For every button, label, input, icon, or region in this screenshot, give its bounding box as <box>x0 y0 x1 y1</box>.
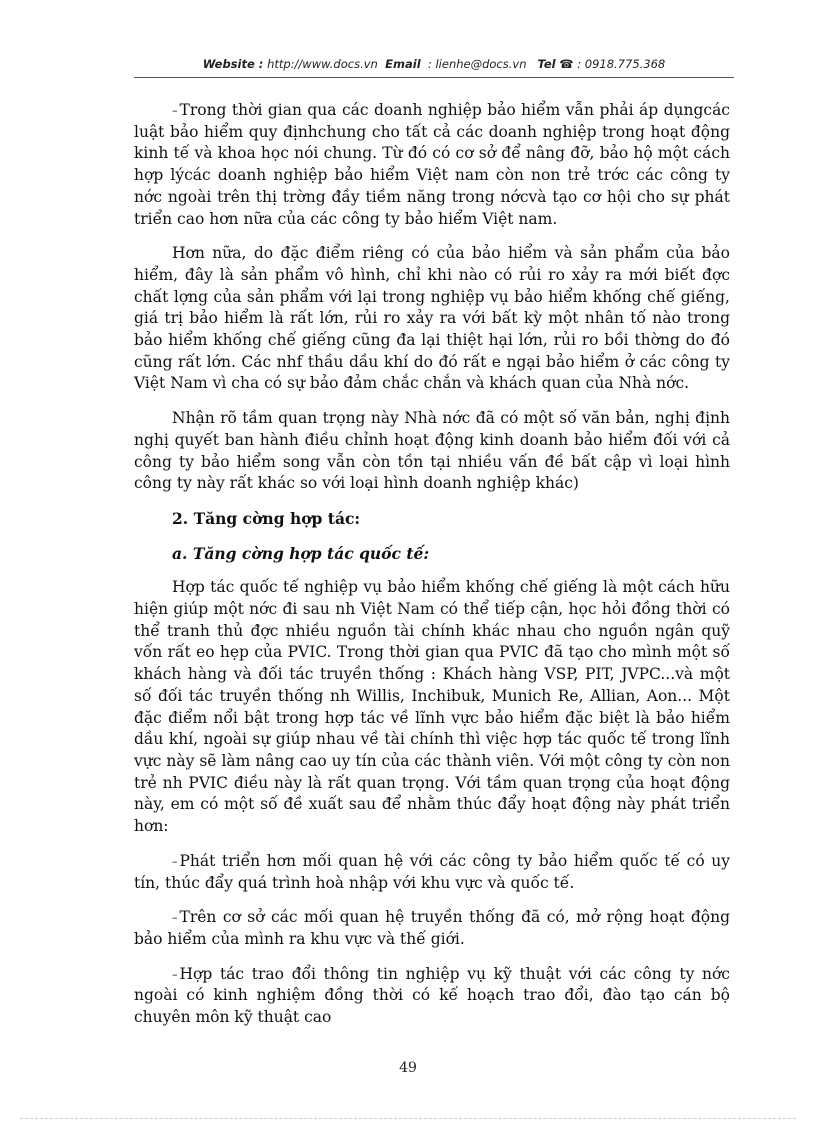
bullet-icon: – <box>172 911 178 925</box>
page-number: 49 <box>399 1060 417 1076</box>
paragraph-4: Hợp tác quốc tế nghiệp vụ bảo hiểm khống chế giếng là một cách hữu hiện giúp một nớc đi sau nh Việt Nam có thể tiếp cận, học hỏi đồng thời có thể tranh thủ đợc nhiều nguồn tài chính khác nhau cho nguồn ngân quỹ vốn rất eo hẹp của PVIC. Trong thời gian qua PVIC đã tạo cho mình một số khách hàng và đối tác truyền thống : Khách hàng VSP, PIT, JVPC...và một số đối tác truyền thống nh Willis, Inchibuk, Munich Re, Allian, Aon... Một đặc điểm nổi bật trong hợp tác về lĩnh vực bảo hiểm đặc biệt là bảo hiểm dầu khí, ngoài sự giúp nhau về tài chính thì việc hợp tác quốc tế trong lĩnh vực này sẽ làm nâng cao uy tín của các thành viên. Với một công ty còn non trẻ nh PVIC điều này là rất quan trọng. Với tầm quan trọng của hoạt động này, em có một số đề xuất sau để nhằm thúc đẩy hoạt động này phát triển hơn: <box>134 578 730 836</box>
header-divider <box>134 77 734 78</box>
paragraph-1 <box>134 100 730 230</box>
tel-label: Tel <box>537 57 556 71</box>
bullet-icon: – <box>172 104 178 117</box>
phone-icon: ☎ <box>559 57 574 71</box>
bullet-item-3 <box>134 964 730 1029</box>
website-label: Website : <box>202 57 264 71</box>
page-bottom-divider <box>20 1118 796 1119</box>
subsection-heading: a. Tăng cờng hợp tác quốc tế: <box>172 543 430 563</box>
email-value[interactable]: : lienhe@docs.vn <box>427 57 527 71</box>
bullet-item-1 <box>134 851 730 894</box>
tel-value: : 0918.775.368 <box>577 57 666 71</box>
paragraph-2: Hơn nữa, do đặc điểm riêng có của bảo hiểm và sản phẩm của bảo hiểm, đây là sản phẩm vô hình, chỉ khi nào có rủi ro xảy ra mới biết đợc chất lợng của sản phẩm với lại trong nghiệp vụ bảo hiểm khống chế giếng, giá trị bảo hiểm là rất lớn, rủi ro xảy ra với bất kỳ một nhân tố nào trong bảo hiểm khống chế giếng cũng đa lại thiệt hại lớn, rủi ro bồi thờng do đó cũng rất lớn. Các nhf thầu dầu khí do đó rất e ngại bảo hiểm ở các công ty Việt Nam vì cha có sự bảo đảm chắc chắn và khách quan của Nhà nớc. <box>134 244 730 393</box>
page-header <box>134 57 734 71</box>
document-body <box>134 100 730 1042</box>
section-heading: 2. Tăng cờng hợp tác: <box>172 508 361 528</box>
bullet-icon: – <box>172 854 178 868</box>
bullet-item-2-text: Trên cơ sở các mối quan hệ truyền thống đã có, mở rộng hoạt động bảo hiểm của mình ra khu vực và thế giới. <box>134 908 730 948</box>
bullet-item-3-text: Hợp tác trao đổi thông tin nghiệp vụ kỹ thuật với các công ty nớc ngoài có kinh nghiệm đồng thời có kế hoạch trao đổi, đào tạo cán bộ chuyên môn kỹ thuật cao <box>134 964 730 1027</box>
bullet-item-1-text: Phát triển hơn mối quan hệ với các công ty bảo hiểm quốc tế có uy tín, thúc đẩy quá trình hoà nhập với khu vực và quốc tế. <box>134 851 730 892</box>
paragraph-3: Nhận rõ tầm quan trọng này Nhà nớc đã có một số văn bản, nghị định nghị quyết ban hành điều chỉnh hoạt động kinh doanh bảo hiểm đối với cả công ty bảo hiểm song vẫn còn tồn tại nhiều vấn đề bất cập vì loại hình công ty này rất khác so với loại hình doanh nghiệp khác) <box>134 409 730 493</box>
website-url[interactable]: http://www.docs.vn <box>267 57 378 71</box>
bullet-item-2 <box>134 907 730 950</box>
email-label: Email <box>385 57 421 71</box>
bullet-icon: – <box>172 967 178 981</box>
paragraph-1-text: Trong thời gian qua các doanh nghiệp bảo hiểm vẫn phải áp dụngcác luật bảo hiểm quy địnhchung cho tất cả các doanh nghiệp trong hoạt động kinh tế và khoa học nói chung. Từ đó có cơ sở để nâng đỡ, bảo hộ một cách hợp lýcác doanh nghiệp bảo hiểm Việt nam còn non trẻ trớc các công ty nớc ngoài trên thị trờng đầy tiềm năng trong nớcvà tạo cơ hội cho sự phát triển cao hơn nữa của các công ty bảo hiểm Việt nam. <box>134 101 730 228</box>
